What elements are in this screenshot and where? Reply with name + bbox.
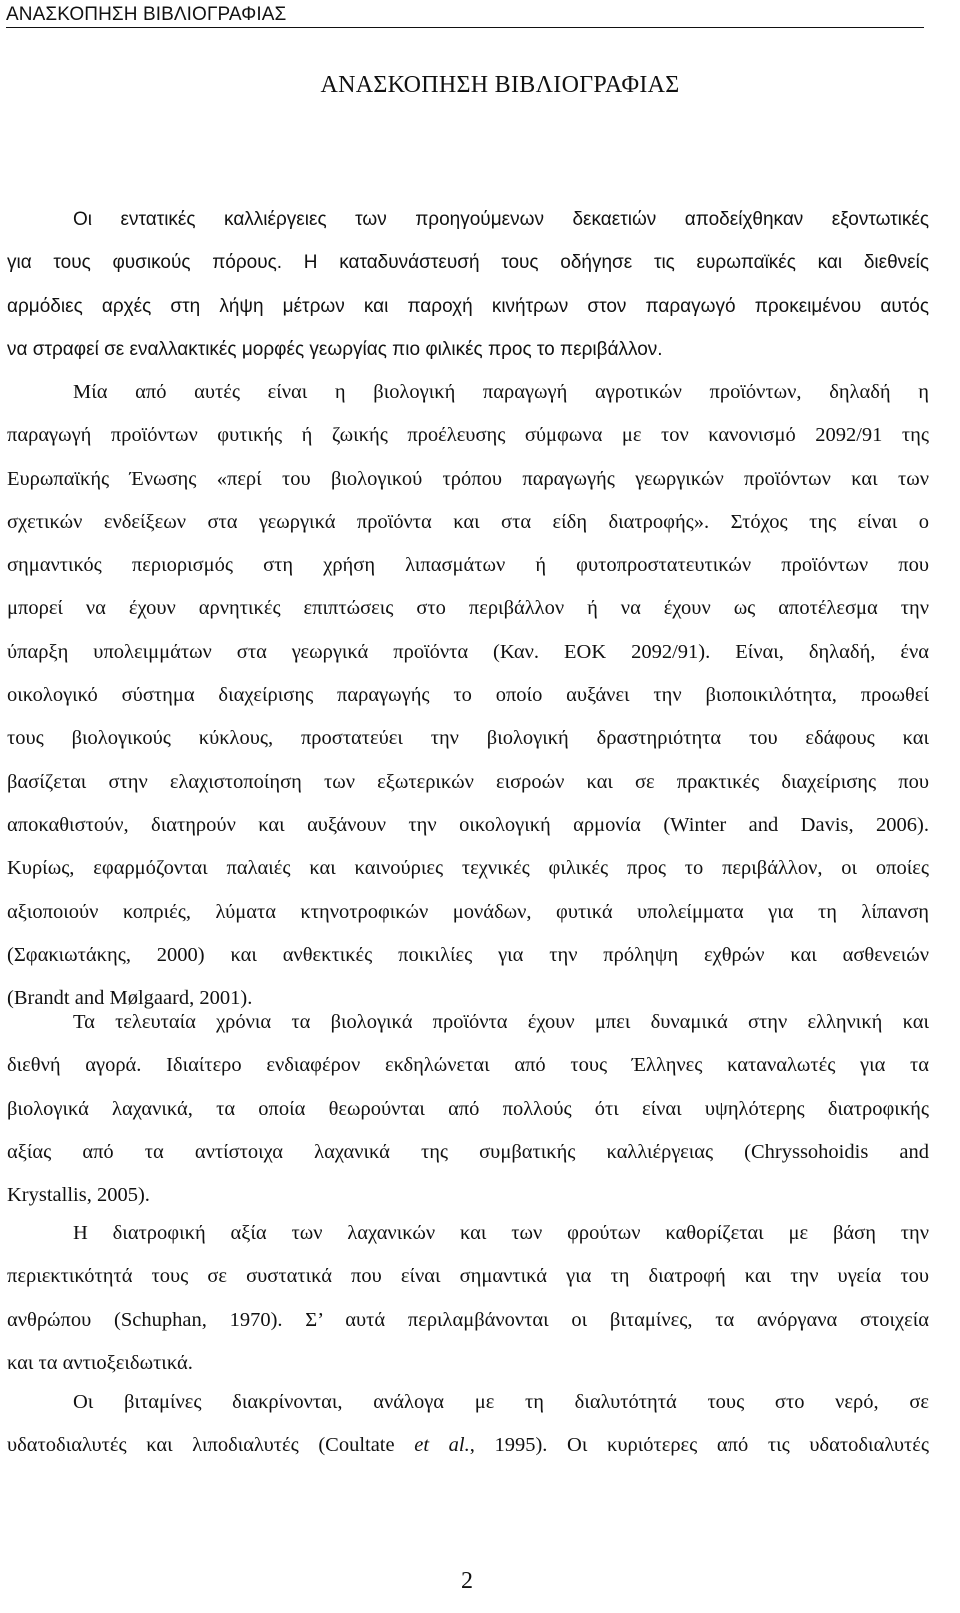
text-line: αρμόδιες αρχές στη λήψη μέτρων και παροχή κινήτρων στον παραγωγό προκειμένου αυτός — [7, 295, 929, 317]
text-line: (Σφακιωτάκης, 2000) και ανθεκτικές ποικιλίες για την πρόληψη εχθρών και ασθενειών — [7, 943, 929, 966]
text-line — [7, 1424, 929, 1467]
text-line: να στραφεί σε εναλλακτικές μορφές γεωργίας πιο φιλικές προς το περιβάλλον. — [7, 338, 663, 360]
text-line: βιολογικά λαχανικά, τα οποία θεωρούνται από πολλούς ότι είναι υψηλότερης διατροφικής — [7, 1097, 929, 1120]
text-line: ύπαρξη υπολειμμάτων στα γεωργικά προϊόντα (Καν. ΕΟΚ 2092/91). Είναι, δηλαδή, ένα — [7, 640, 929, 663]
paragraph-intensive-cultivation — [7, 198, 929, 371]
text-line: και τα αντιοξειδωτικά. — [7, 1351, 193, 1374]
text-line: τους βιολογικούς κύκλους, προστατεύει την βιολογική δραστηριότητα του εδάφους και — [7, 727, 929, 750]
page-title: ΑΝΑΣΚΟΠΗΣΗ ΒΙΒΛΙΟΓΡΑΦΙΑΣ — [320, 72, 680, 98]
text-line: Τα τελευταία χρόνια τα βιολογικά προϊόντα έχουν μπει δυναμικά στην ελληνική και — [73, 1011, 929, 1033]
text-line: Ευρωπαϊκής Ένωσης «περί του βιολογικού τρόπου παραγωγής γεωργικών προϊόντων και των — [7, 467, 929, 490]
text-line: για τους φυσικούς πόρους. Η καταδυνάστευσή τους οδήγησε τις ευρωπαϊκές και διεθνείς — [7, 252, 929, 274]
text-line: παραγωγή προϊόντων φυτικής ή ζωικής προέλευσης σύμφωνα με τον κανονισμό 2092/91 της — [7, 424, 929, 447]
text-line: Οι εντατικές καλλιέργειες των προηγούμενων δεκαετιών αποδείχθηκαν εξοντωτικές — [73, 209, 929, 230]
text-line: αποκαθιστούν, διατηρούν και αυξάνουν την οικολογική αρμονία (Winter and Davis, 2006). — [7, 813, 929, 836]
text-line: περιεκτικότητά τους σε συστατικά που είναι σημαντικά για τη διατροφή και την υγεία του — [7, 1265, 929, 1288]
paragraph-organic-market — [7, 1001, 929, 1217]
text-line: βασίζεται στην ελαχιστοποίηση των εξωτερικών εισροών και σε πρακτικές διαχείρισης που — [7, 770, 929, 793]
running-header: ΑΝΑΣΚΟΠΗΣΗ ΒΙΒΛΙΟΓΡΑΦΙΑΣ — [6, 2, 924, 28]
text-line: μπορεί να έχουν αρνητικές επιπτώσεις στο περιβάλλον ή να έχουν ως αποτέλεσμα την — [7, 597, 929, 620]
text-line: σημαντικός περιορισμός στη χρήση λιπασμάτων ή φυτοπροστατευτικών προϊόντων που — [7, 554, 929, 577]
text-line: Οι βιταμίνες διακρίνονται, ανάλογα με τη διαλυτότητά τους στο νερό, σε — [73, 1391, 929, 1413]
text-line: οικολογικό σύστημα διαχείρισης παραγωγής το οποίο αυξάνει την βιοποικιλότητα, προωθεί — [7, 684, 929, 707]
text-segment: , 1995). Οι κυριότερες από τις υδατοδιαλυτές — [469, 1434, 929, 1457]
text-line: ανθρώπου (Schuphan, 1970). Σ’ αυτά περιλαμβάνονται οι βιταμίνες, τα ανόργανα στοιχεία — [7, 1308, 929, 1331]
text-line: Μία από αυτές είναι η βιολογική παραγωγή αγροτικών προϊόντων, δηλαδή η — [73, 381, 929, 403]
paragraph-nutritional-value — [7, 1212, 929, 1385]
text-line: σχετικών ενδείξεων στα γεωργικά προϊόντα και στα είδη διατροφής». Στόχος της είναι ο — [7, 510, 929, 533]
text-line: Krystallis, 2005). — [7, 1184, 150, 1207]
text-segment-italic: et al. — [414, 1434, 470, 1457]
paragraph-vitamins — [7, 1381, 929, 1468]
text-line: Κυρίως, εφαρμόζονται παλαιές και καινούριες τεχνικές φιλικές προς το περιβάλλον, οι οποίες — [7, 857, 929, 880]
paragraph-organic-production — [7, 371, 929, 1020]
text-segment: υδατοδιαλυτές και λιποδιαλυτές (Coultate — [7, 1434, 415, 1457]
text-line: διεθνή αγορά. Ιδιαίτερο ενδιαφέρον εκδηλώνεται από τους Έλληνες καταναλωτές για τα — [7, 1054, 929, 1077]
text-line: (Brandt and Mølgaard, 2001). — [7, 987, 253, 1010]
text-line: Η διατροφική αξία των λαχανικών και των φρούτων καθορίζεται με βάση την — [73, 1222, 929, 1244]
page-number: 2 — [461, 1568, 473, 1594]
text-line: αξιοποιούν κοπριές, λύματα κτηνοτροφικών μονάδων, φυτικά υπολείμματα για τη λίπανση — [7, 900, 929, 923]
text-line: αξίας από τα αντίστοιχα λαχανικά της συμβατικής καλλιέργειας (Chryssohoidis and — [7, 1140, 929, 1163]
